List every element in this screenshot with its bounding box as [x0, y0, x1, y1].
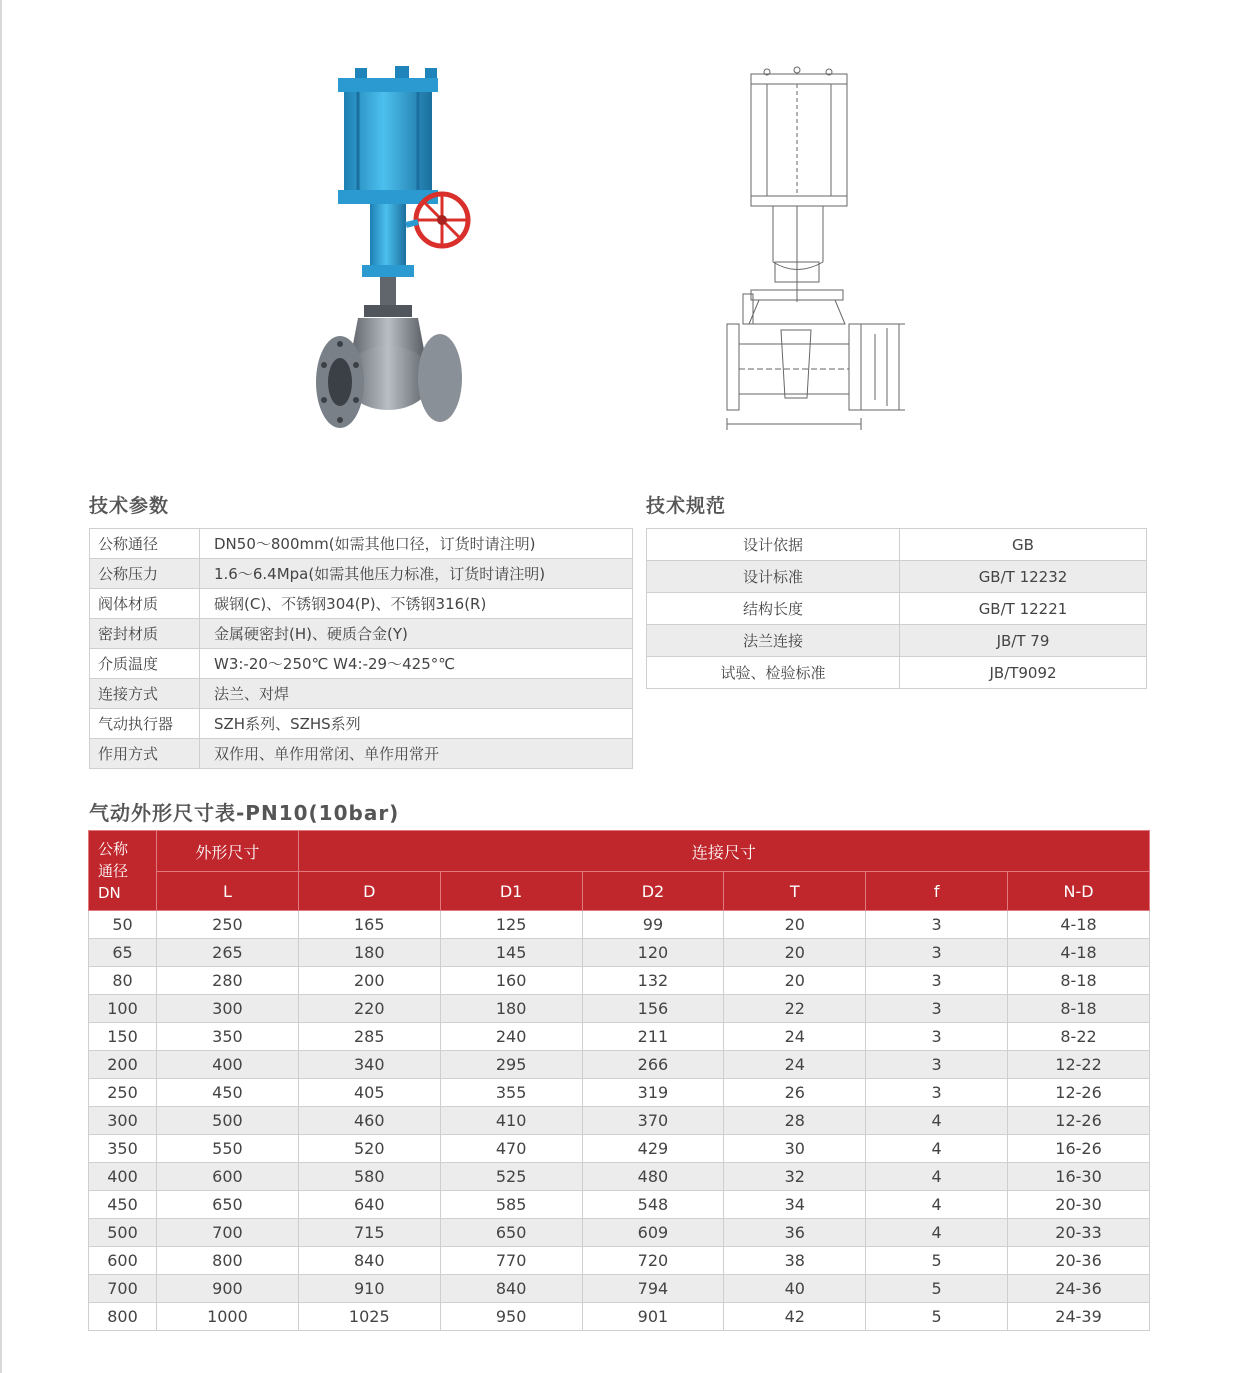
table-cell: 5 [866, 1303, 1008, 1331]
dn-header [89, 831, 157, 911]
table-cell: 600 [89, 1247, 157, 1275]
table-cell: 450 [157, 1079, 299, 1107]
table-cell: 24 [724, 1023, 866, 1051]
table-row [90, 559, 633, 589]
table-cell: 700 [157, 1219, 299, 1247]
table-cell: 910 [298, 1275, 440, 1303]
table-cell: 355 [440, 1079, 582, 1107]
table-cell: 20 [724, 939, 866, 967]
table-cell: 1000 [157, 1303, 299, 1331]
table-cell: 80 [89, 967, 157, 995]
valve-photo-image [300, 60, 490, 450]
table-cell: 265 [157, 939, 299, 967]
table-row [647, 657, 1147, 689]
table-row [89, 1135, 1150, 1163]
table-cell: 120 [582, 939, 724, 967]
col-header-L: L [157, 872, 299, 911]
connection-header: 连接尺寸 [298, 831, 1149, 872]
table-cell: 650 [157, 1191, 299, 1219]
table-cell: 5 [866, 1275, 1008, 1303]
table-cell: 65 [89, 939, 157, 967]
table-cell: 4 [866, 1191, 1008, 1219]
table-cell: 840 [298, 1247, 440, 1275]
table-cell: 24-39 [1008, 1303, 1150, 1331]
table-cell: 180 [440, 995, 582, 1023]
table-row [647, 625, 1147, 657]
dims-table-title: 气动外形尺寸表-PN10(10bar) [89, 801, 400, 825]
dn-header-line1: 公称 [98, 839, 129, 858]
table-cell: 370 [582, 1107, 724, 1135]
table-cell: 500 [89, 1219, 157, 1247]
table-cell: 34 [724, 1191, 866, 1219]
table-cell: 295 [440, 1051, 582, 1079]
table-row [89, 1163, 1150, 1191]
table-cell: 520 [298, 1135, 440, 1163]
table-cell: 840 [440, 1275, 582, 1303]
table-row [89, 1275, 1150, 1303]
table-cell: 319 [582, 1079, 724, 1107]
table-cell: 410 [440, 1107, 582, 1135]
tech-params-title: 技术参数 [89, 495, 170, 517]
dn-header-line3: DN [98, 883, 121, 902]
table-row [90, 679, 633, 709]
table-cell: 794 [582, 1275, 724, 1303]
table-cell: 429 [582, 1135, 724, 1163]
param-value: 双作用、单作用常闭、单作用常开 [200, 739, 633, 769]
table-cell: 240 [440, 1023, 582, 1051]
table-cell: 950 [440, 1303, 582, 1331]
col-header-T: T [724, 872, 866, 911]
table-cell: 770 [440, 1247, 582, 1275]
table-row [90, 739, 633, 769]
table-cell: 28 [724, 1107, 866, 1135]
table-row [90, 619, 633, 649]
table-cell: 24-36 [1008, 1275, 1150, 1303]
table-cell: 180 [298, 939, 440, 967]
table-cell: 99 [582, 911, 724, 939]
table-cell: 160 [440, 967, 582, 995]
table-row [89, 995, 1150, 1023]
table-cell: 16-26 [1008, 1135, 1150, 1163]
table-cell: 16-30 [1008, 1163, 1150, 1191]
table-cell: 3 [866, 1023, 1008, 1051]
table-cell: 500 [157, 1107, 299, 1135]
table-cell: 20-36 [1008, 1247, 1150, 1275]
col-header-D: D [298, 872, 440, 911]
table-cell: 50 [89, 911, 157, 939]
table-row [647, 561, 1147, 593]
spec-key: 试验、检验标准 [647, 657, 900, 689]
param-key: 密封材质 [90, 619, 200, 649]
table-cell: 350 [89, 1135, 157, 1163]
param-key: 公称压力 [90, 559, 200, 589]
table-cell: 4-18 [1008, 939, 1150, 967]
table-cell: 460 [298, 1107, 440, 1135]
table-cell: 32 [724, 1163, 866, 1191]
param-key: 连接方式 [90, 679, 200, 709]
table-cell: 609 [582, 1219, 724, 1247]
table-cell: 800 [89, 1303, 157, 1331]
table-cell: 20-30 [1008, 1191, 1150, 1219]
table-cell: 300 [89, 1107, 157, 1135]
col-header-f: f [866, 872, 1008, 911]
tech-params-table [89, 528, 633, 769]
table-cell: 600 [157, 1163, 299, 1191]
spec-value: GB/T 12221 [900, 593, 1147, 625]
tech-specs-title: 技术规范 [646, 495, 727, 517]
table-cell: 640 [298, 1191, 440, 1219]
table-cell: 550 [157, 1135, 299, 1163]
param-value: 碳钢(C)、不锈钢304(P)、不锈钢316(R) [200, 589, 633, 619]
dn-header-line2: 通径 [98, 861, 129, 880]
table-cell: 165 [298, 911, 440, 939]
table-cell: 200 [89, 1051, 157, 1079]
table-cell: 350 [157, 1023, 299, 1051]
table-cell: 38 [724, 1247, 866, 1275]
table-cell: 125 [440, 911, 582, 939]
table-row [89, 967, 1150, 995]
table-cell: 400 [89, 1163, 157, 1191]
param-value: 金属硬密封(H)、硬质合金(Y) [200, 619, 633, 649]
table-cell: 405 [298, 1079, 440, 1107]
table-cell: 36 [724, 1219, 866, 1247]
table-cell: 250 [89, 1079, 157, 1107]
table-cell: 4 [866, 1135, 1008, 1163]
table-cell: 20 [724, 911, 866, 939]
outline-header: 外形尺寸 [157, 831, 299, 872]
table-cell: 20 [724, 967, 866, 995]
table-cell: 5 [866, 1247, 1008, 1275]
col-header-N-D: N-D [1008, 872, 1150, 911]
table-row [89, 1107, 1150, 1135]
table-cell: 300 [157, 995, 299, 1023]
table-cell: 4 [866, 1219, 1008, 1247]
table-row [89, 1219, 1150, 1247]
table-cell: 450 [89, 1191, 157, 1219]
page-left-rule [0, 0, 2, 1373]
table-cell: 22 [724, 995, 866, 1023]
table-cell: 715 [298, 1219, 440, 1247]
table-cell: 12-26 [1008, 1107, 1150, 1135]
table-cell: 548 [582, 1191, 724, 1219]
table-cell: 3 [866, 1051, 1008, 1079]
table-cell: 211 [582, 1023, 724, 1051]
table-cell: 8-22 [1008, 1023, 1150, 1051]
spec-key: 法兰连接 [647, 625, 900, 657]
param-value: DN50～800mm(如需其他口径，订货时请注明) [200, 529, 633, 559]
table-cell: 150 [89, 1023, 157, 1051]
table-cell: 650 [440, 1219, 582, 1247]
table-row [647, 593, 1147, 625]
table-cell: 340 [298, 1051, 440, 1079]
table-cell: 901 [582, 1303, 724, 1331]
table-cell: 1025 [298, 1303, 440, 1331]
table-cell: 580 [298, 1163, 440, 1191]
table-cell: 3 [866, 939, 1008, 967]
col-header-D1: D1 [440, 872, 582, 911]
table-cell: 3 [866, 911, 1008, 939]
spec-key: 设计依据 [647, 529, 900, 561]
table-row [90, 649, 633, 679]
spec-value: JB/T9092 [900, 657, 1147, 689]
table-cell: 285 [298, 1023, 440, 1051]
spec-value: GB/T 12232 [900, 561, 1147, 593]
table-row [89, 939, 1150, 967]
table-cell: 700 [89, 1275, 157, 1303]
table-cell: 145 [440, 939, 582, 967]
table-row [90, 589, 633, 619]
param-key: 气动执行器 [90, 709, 200, 739]
table-cell: 525 [440, 1163, 582, 1191]
table-row [89, 1303, 1150, 1331]
table-row [89, 911, 1150, 939]
table-cell: 480 [582, 1163, 724, 1191]
spec-value: JB/T 79 [900, 625, 1147, 657]
table-cell: 3 [866, 1079, 1008, 1107]
param-value: SZH系列、SZHS系列 [200, 709, 633, 739]
table-cell: 200 [298, 967, 440, 995]
table-row [89, 1051, 1150, 1079]
param-value: 法兰、对焊 [200, 679, 633, 709]
param-value: 1.6～6.4Mpa(如需其他压力标准，订货时请注明) [200, 559, 633, 589]
param-key: 介质温度 [90, 649, 200, 679]
table-cell: 720 [582, 1247, 724, 1275]
table-cell: 12-22 [1008, 1051, 1150, 1079]
table-cell: 42 [724, 1303, 866, 1331]
table-cell: 4 [866, 1107, 1008, 1135]
table-cell: 26 [724, 1079, 866, 1107]
table-cell: 40 [724, 1275, 866, 1303]
param-value: W3:-20～250℃ W4:-29～425°℃ [200, 649, 633, 679]
table-cell: 220 [298, 995, 440, 1023]
table-cell: 900 [157, 1275, 299, 1303]
param-key: 作用方式 [90, 739, 200, 769]
table-cell: 280 [157, 967, 299, 995]
table-cell: 30 [724, 1135, 866, 1163]
table-row [89, 1247, 1150, 1275]
table-cell: 100 [89, 995, 157, 1023]
param-key: 阀体材质 [90, 589, 200, 619]
dims-table [88, 830, 1150, 1331]
table-cell: 20-33 [1008, 1219, 1150, 1247]
spec-key: 设计标准 [647, 561, 900, 593]
table-cell: 800 [157, 1247, 299, 1275]
spec-key: 结构长度 [647, 593, 900, 625]
table-cell: 3 [866, 967, 1008, 995]
table-cell: 400 [157, 1051, 299, 1079]
table-row [89, 1023, 1150, 1051]
table-cell: 250 [157, 911, 299, 939]
table-cell: 4 [866, 1163, 1008, 1191]
col-header-D2: D2 [582, 872, 724, 911]
table-cell: 4-18 [1008, 911, 1150, 939]
table-row [90, 529, 633, 559]
table-row [89, 1191, 1150, 1219]
tech-specs-table [646, 528, 1147, 689]
table-cell: 585 [440, 1191, 582, 1219]
table-cell: 266 [582, 1051, 724, 1079]
spec-value: GB [900, 529, 1147, 561]
table-cell: 470 [440, 1135, 582, 1163]
table-row [89, 1079, 1150, 1107]
table-cell: 24 [724, 1051, 866, 1079]
table-cell: 156 [582, 995, 724, 1023]
dims-table-body [89, 911, 1150, 1331]
table-cell: 3 [866, 995, 1008, 1023]
table-row [90, 709, 633, 739]
table-row [647, 529, 1147, 561]
table-cell: 8-18 [1008, 967, 1150, 995]
table-cell: 8-18 [1008, 995, 1150, 1023]
table-cell: 132 [582, 967, 724, 995]
table-cell: 12-26 [1008, 1079, 1150, 1107]
param-key: 公称通径 [90, 529, 200, 559]
valve-section-drawing [715, 62, 915, 442]
